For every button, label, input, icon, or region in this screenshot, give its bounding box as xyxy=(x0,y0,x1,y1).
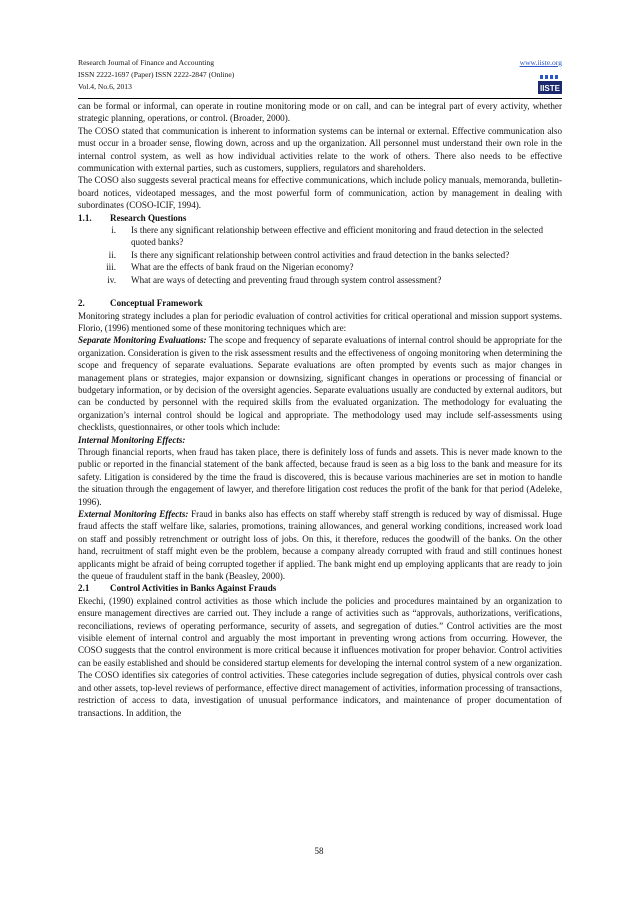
journal-issn: ISSN 2222-1697 (Paper) ISSN 2222-2847 (Online) xyxy=(78,70,235,79)
section-2-heading: 2. Conceptual Framework xyxy=(78,298,203,309)
page-number: 58 xyxy=(314,846,324,856)
research-question-item: ii. Is there any significant relationship between control activities and fraud detection in the banks selected? xyxy=(108,249,510,260)
header-rule xyxy=(78,98,562,99)
iiste-logo xyxy=(538,73,562,95)
journal-url-link[interactable]: www.iiste.org xyxy=(519,58,562,67)
separate-monitoring-label: Separate Monitoring Evaluations: xyxy=(78,335,207,346)
research-questions-heading: 1.1. Research Questions xyxy=(78,212,187,223)
paragraph: Ekechi, (1990) explained control activities as those which include the policies and procedures maintained by an organization to ensure management directives are carried out. They include a range of activities such as “approvals, authorizations, verifications, reconciliations, reviews of operating performance, security of assets, and segregation of duties.” Control activities are the most visible element of internal control and arguably the most important in preventing wrong actions from occurring. However, the COSO suggests that the control environment is more critical because it influences motivation for proper behavior. Control activities can be easily established and should be considered startup elements for developing the internal control system of a new organization. The COSO identifies six categories of control activities. These categories include segregation of duties, physical controls over cash and other assets, top-level reviews of performance, effective direct management of activities, information processing of transactions, restriction of access to data, investigation of unusual performance indicators, and maintenance of proper documentation of transactions. In addition, the xyxy=(78,595,562,718)
paragraph: Separate Monitoring Evaluations: The scope and frequency of separate evaluations of internal control should be appropriate for the organization. Consideration is given to the risk assessment results and the effectiveness of ongoing monitoring when determining the scope and frequency of separate evaluations. Separate evaluations are often prompted by events such as major changes in management plans or strategies, major expansion or downsizing, significant changes in operations or processing of financial or budgetary information, or by decision of the oversight agencies. Separate evaluations usually are conducted by external auditors, but can be conducted by personnel with the required skills from the evaluated organization. The methodology for evaluating the organization’s internal control should be logical and appropriate. The methodology used may include self-assessments using checklists, questionnaires, or other tools which include: xyxy=(78,335,562,433)
research-question-item: iii. What are the effects of bank fraud on the Nigerian economy? xyxy=(106,262,354,273)
paragraph: Through financial reports, when fraud has taken place, there is definitely loss of funds and assets. This is never made known to the public or reported in the financial statement of the bank affected, because fraud is seen as a big loss to the bank and measure for its safety. Litigation is considered by the time the fraud is discovered, this is because various machineries are set in motion to handle the situation through the engagement of lawyer, and therefore litigation cost reduces the profit of the bank for that period (Adeleke, 1996). xyxy=(78,446,562,507)
page-header xyxy=(78,57,562,93)
section-2-1-heading: 2.1 Control Activities in Banks Against Frauds xyxy=(78,583,277,594)
paragraph: Monitoring strategy includes a plan for periodic evaluation of control activities for critical operational and mission support systems. Florio, (1996) mentioned some of these monitoring techniques which are: xyxy=(78,310,562,333)
paragraph: can be formal or informal, can operate in routine monitoring mode or on call, and can be integral part of every activity, whether strategic planning, operations, or control. (Broader, 2000). xyxy=(78,101,562,124)
article-body xyxy=(78,100,562,719)
paragraph: External Monitoring Effects: Fraud in banks also has effects on staff whereby staff strength is reduced by way of dismissal. Huge fraud affects the staff welfare like, salaries, promotions, training allowances, and general working conditions, increased work load on staff and possibly retrenchment or outright loss of jobs. On this, it therefore, reduces the goodwill of the banks. On the other hand, recruitment of staff might even be the problem, because a company already corrupted with fraud and still continues honest applicants might be afraid of being corrupted together if applied. The bank might end up employing applicants that are ready to join the queue of fraudulent staff in the bank (Beasley, 2000). xyxy=(78,509,562,582)
internal-monitoring-heading: Internal Monitoring Effects: xyxy=(78,434,186,445)
external-monitoring-label: External Monitoring Effects: xyxy=(78,509,189,519)
research-question-item: iv. What are ways of detecting and preventing fraud through system control assessment? xyxy=(107,274,442,285)
research-question-item: i. Is there any significant relationship between effective and efficient monitoring and fraud detection in the selected quoted banks? xyxy=(111,225,544,248)
paragraph: The COSO also suggests several practical means for effective communications, which include policy manuals, memoranda, bulletin-board notices, videotaped messages, and the most powerful form of communication, action by management in dealing with subordinates (COSO-ICIF, 1994). xyxy=(78,175,562,211)
paragraph: The COSO stated that communication is inherent to information systems can be internal or external. Effective communication also must occur in a broader sense, flowing down, across and up the organization. All personnel must understand their own role in the internal control system, as well as how individual activities relate to the work of others. There also needs to be effective communication with external parties, such as customers, suppliers, regulators and shareholders. xyxy=(78,125,562,174)
journal-volume: Vol.4, No.6, 2013 xyxy=(78,82,132,91)
logo-text: IISTE xyxy=(539,84,561,93)
journal-name: Research Journal of Finance and Accounting xyxy=(78,58,215,67)
